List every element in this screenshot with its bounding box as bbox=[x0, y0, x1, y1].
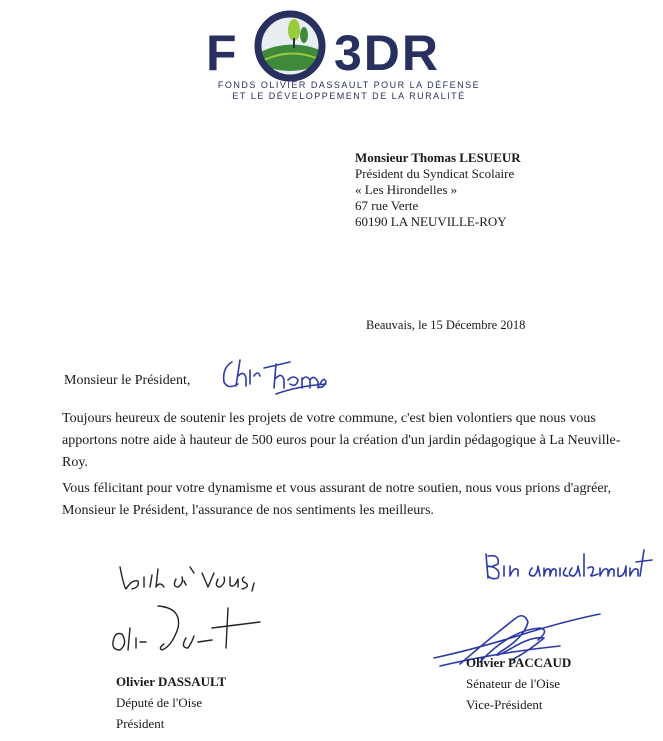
letter-date: Beauvais, le 15 Décembre 2018 bbox=[366, 318, 526, 332]
signatory-left bbox=[116, 671, 226, 734]
recipient-name: Monsieur Thomas LESUEUR bbox=[355, 150, 521, 165]
signatory-role: Vice-Président bbox=[466, 697, 543, 712]
signatory-name: Olivier PACCAUD bbox=[466, 655, 572, 670]
logo-letter-f: F bbox=[206, 25, 239, 81]
signatory-name: Olivier DASSAULT bbox=[116, 674, 227, 689]
handwritten-left-closing bbox=[114, 559, 274, 595]
foundation-logo bbox=[204, 8, 494, 100]
logo-caption-line-1: FONDS OLIVIER DASSAULT POUR LA DÉFENSE bbox=[217, 80, 481, 90]
logo-letters-3dr: 3DR bbox=[334, 25, 441, 81]
signatory-role: Sénateur de l'Oise bbox=[466, 676, 561, 691]
recipient-line: 67 rue Verte bbox=[355, 198, 419, 213]
signatory-role: Président bbox=[116, 716, 165, 731]
recipient-line: Président du Syndicat Scolaire bbox=[355, 166, 515, 181]
logo-caption-line-2: ET LE DÉVELOPPEMENT DE LA RURALITÉ bbox=[232, 91, 466, 101]
body-paragraph-1: Toujours heureux de soutenir les projets de votre commune, c'est bien volontiers que nous vous apportons notre aide à hauteur de 500 euros pour la création d'un jardin pédagogique à La Neuville-Roy. bbox=[62, 411, 621, 470]
handwritten-right-closing bbox=[480, 544, 660, 586]
logo-wordmark bbox=[204, 25, 494, 81]
logo-emblem-icon bbox=[250, 8, 330, 82]
signatory-role: Député de l'Oise bbox=[116, 695, 203, 710]
handwritten-salutation-note bbox=[218, 356, 330, 396]
recipient-line: 60190 LA NEUVILLE-ROY bbox=[355, 214, 507, 229]
signature-dassault bbox=[108, 598, 278, 660]
signatory-right bbox=[466, 652, 571, 715]
recipient-line: « Les Hirondelles » bbox=[355, 182, 458, 197]
salutation: Monsieur le Président, bbox=[64, 373, 191, 388]
body-paragraph-2: Vous félicitant pour votre dynamisme et vous assurant de notre soutien, nous vous prions d'agréer, Monsieur le Président, l'assurance de nos sentiments les meilleurs. bbox=[62, 481, 612, 518]
recipient-address bbox=[355, 150, 521, 230]
